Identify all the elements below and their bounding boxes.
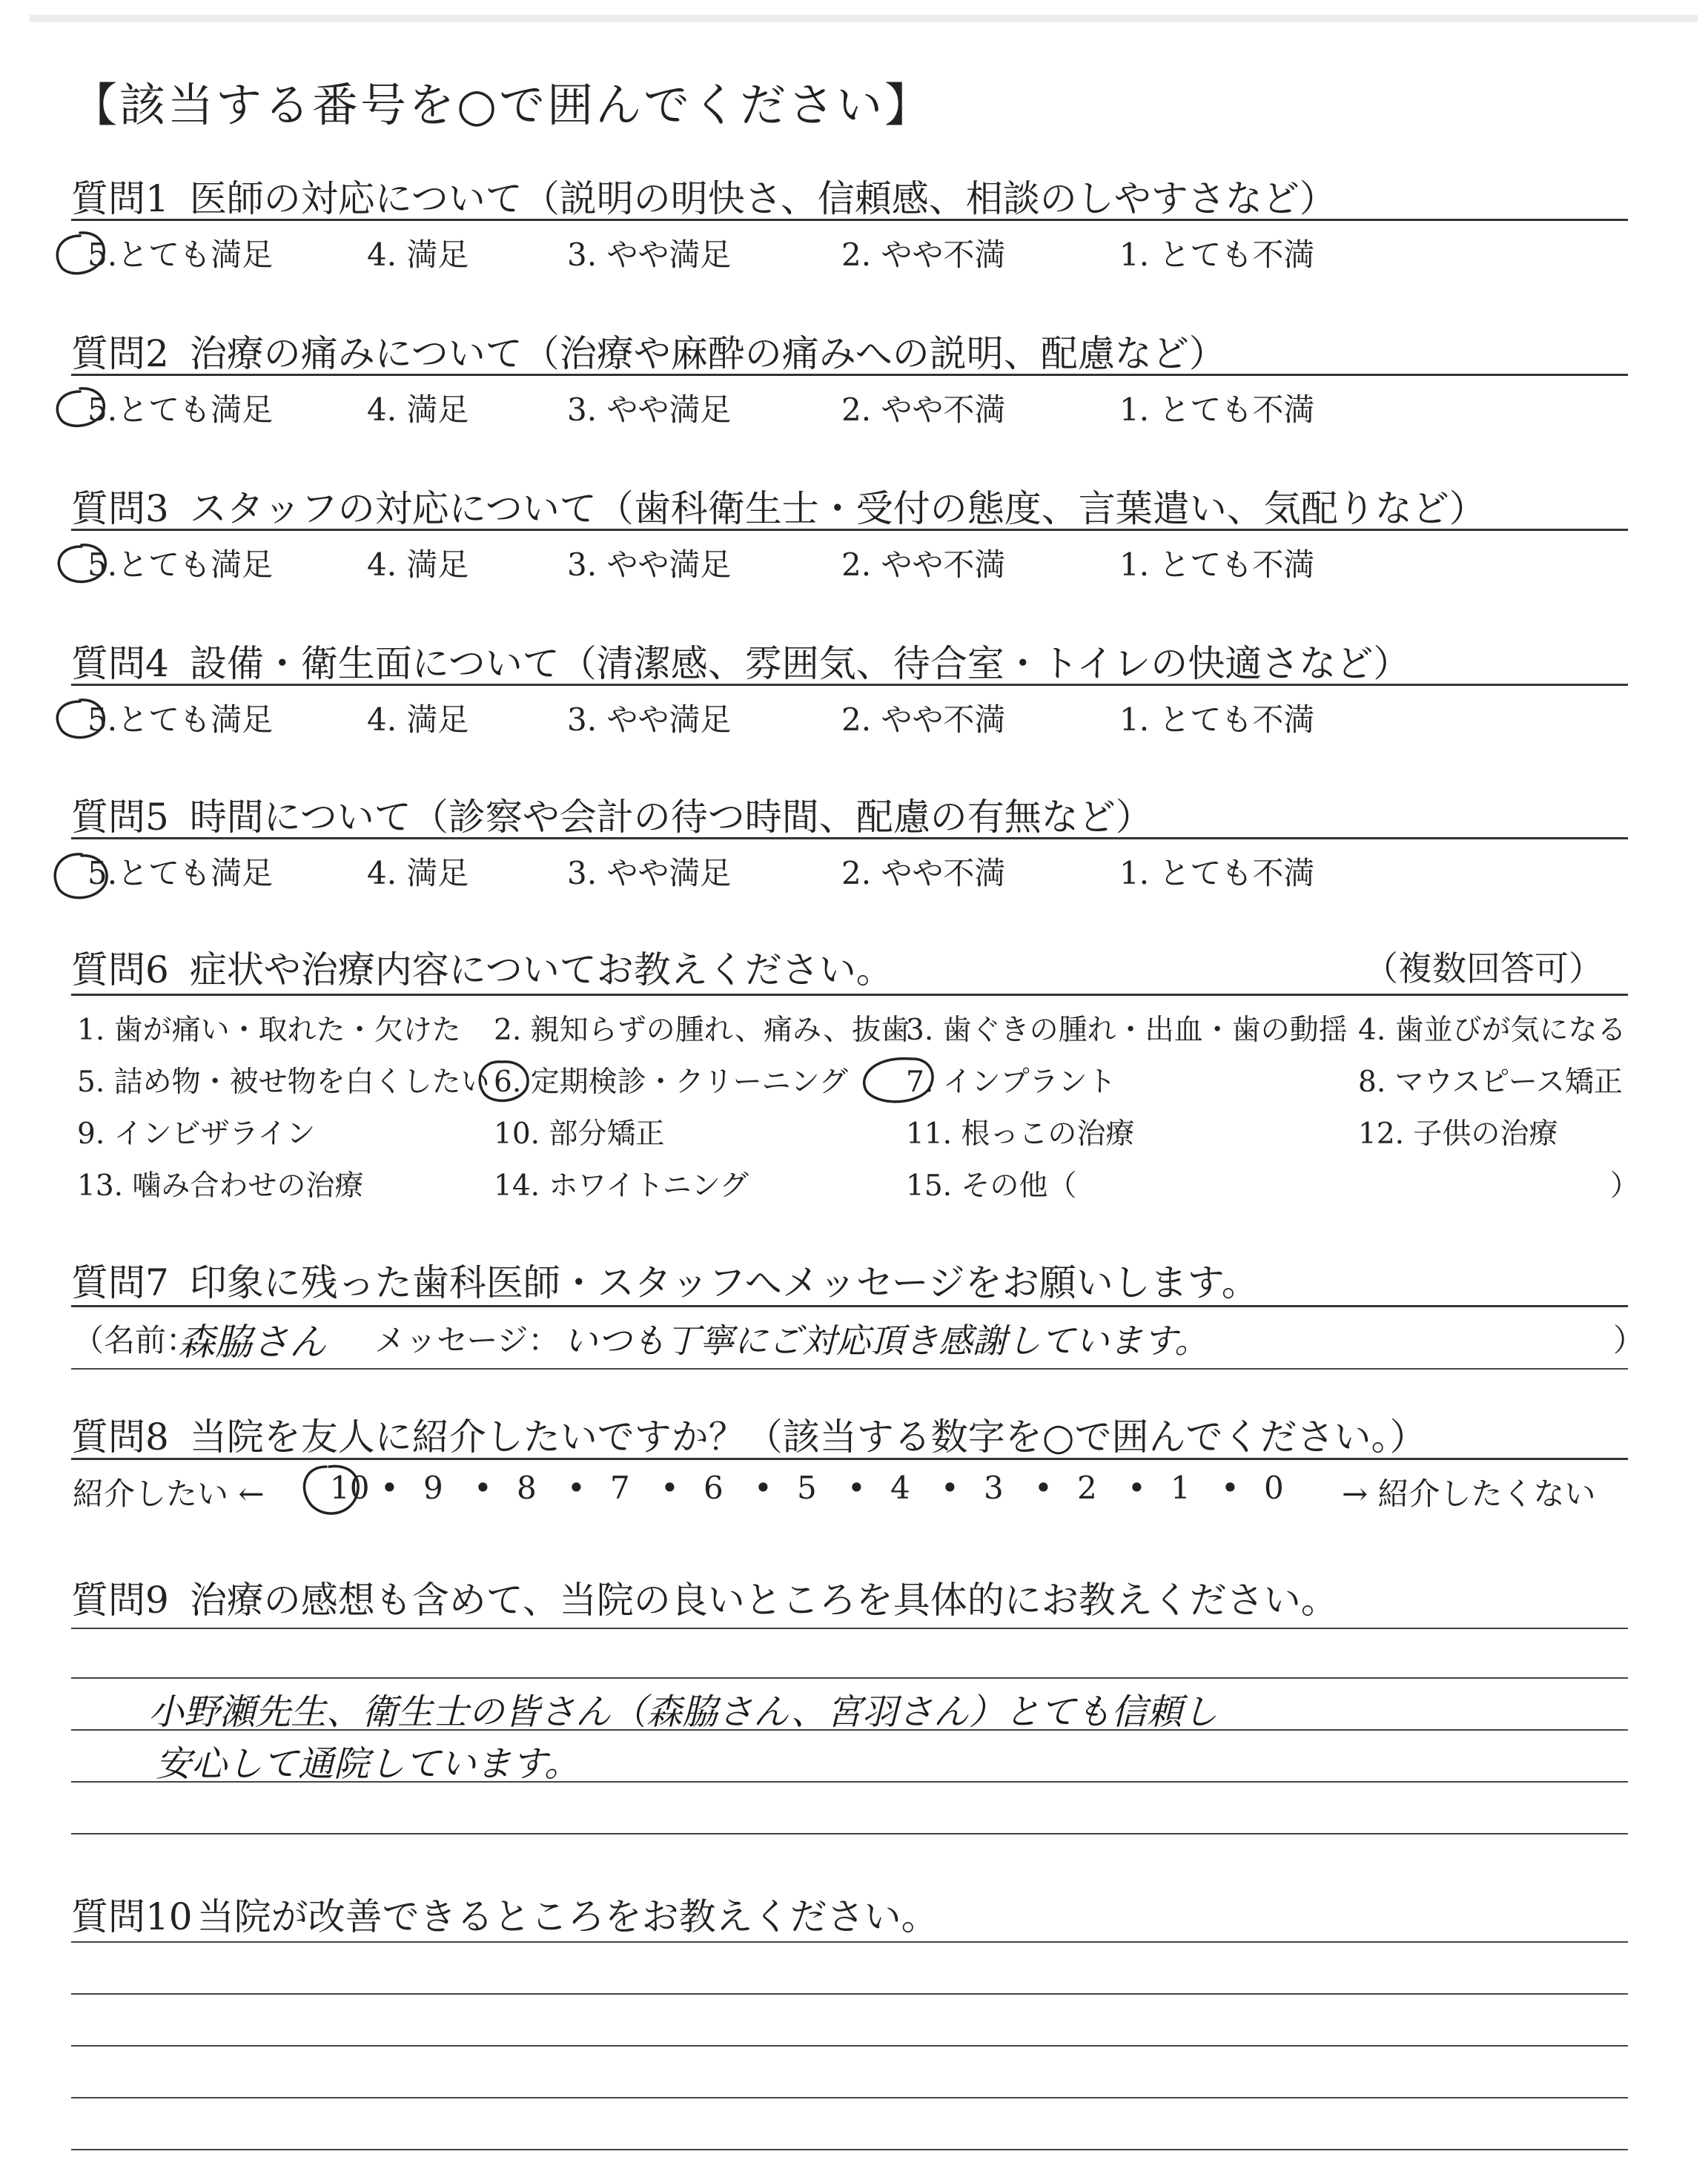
handwritten-message: いつも丁寧にご対応頂き感謝しています。 [563, 1321, 1209, 1361]
question-text: 当院が改善できるところをお教えください。 [196, 1895, 939, 1938]
rating-option[interactable]: 1. とても不満 [1119, 546, 1315, 583]
rating-option[interactable]: 2. やや不満 [841, 546, 1006, 583]
circle-mark-q5 [55, 854, 107, 898]
rating-option[interactable]: 4. 満足 [367, 237, 469, 273]
message-label: メッセージ： [374, 1322, 560, 1358]
recommend-score[interactable]: 2 [1077, 1470, 1097, 1506]
scale-separator: • [1221, 1470, 1239, 1506]
scale-separator: • [661, 1470, 679, 1506]
symptom-option[interactable]: 14. ホワイトニング [494, 1169, 749, 1203]
handwritten-answer-line-1: 小野瀬先生、衛生士の皆さん（森脇さん、宮羽さん）とても信頼し [148, 1691, 1218, 1733]
recommend-left-label: 紹介したい ← [73, 1476, 265, 1512]
handwritten-name: 森脇さん [178, 1321, 326, 1364]
rating-option[interactable]: 4. 満足 [367, 546, 469, 583]
recommend-score[interactable]: 3 [984, 1470, 1004, 1506]
page-heading: 【該当する番号を○で囲んでください】 [71, 78, 933, 132]
handwritten-answer-line-2: 安心して通院しています。 [156, 1743, 580, 1785]
question-text: スタッフの対応について（歯科衛生士・受付の態度、言葉遣い、気配りなど） [189, 487, 1486, 530]
circle-mark-q6-option-7 [864, 1059, 933, 1102]
question-number: 質問9 [71, 1579, 169, 1622]
question-text: 時間について（診察や会計の待つ時間、配慮の有無など） [189, 796, 1153, 839]
question-number: 質問3 [71, 487, 169, 530]
recommend-score[interactable]: 9 [423, 1470, 443, 1506]
symptom-option[interactable]: 15. その他（ [906, 1169, 1077, 1203]
question-number: 質問10 [71, 1895, 193, 1938]
rating-option[interactable]: 3. やや満足 [567, 392, 732, 428]
rating-option[interactable]: 3. やや満足 [567, 546, 732, 583]
question-text: 設備・衛生面について（清潔感、雰囲気、待合室・トイレの快適さなど） [189, 642, 1411, 685]
rating-option[interactable]: 5.とても満足 [87, 546, 274, 583]
rating-option[interactable]: 2. やや不満 [841, 701, 1006, 738]
rating-option[interactable]: 1. とても不満 [1119, 392, 1315, 428]
symptom-option[interactable]: 13. 噛み合わせの治療 [77, 1169, 364, 1203]
symptom-option[interactable]: 5. 詰め物・被せ物を白くしたい [77, 1066, 490, 1099]
recommend-score[interactable]: 7 [610, 1470, 630, 1506]
scale-separator: • [1034, 1470, 1053, 1506]
circle-mark-q8-10 [304, 1466, 358, 1513]
rating-option[interactable]: 3. やや満足 [567, 855, 732, 891]
rating-option[interactable]: 3. やや満足 [567, 237, 732, 273]
scale-separator: • [754, 1470, 772, 1506]
question-number: 質問4 [71, 642, 169, 685]
question-number: 質問7 [71, 1261, 169, 1304]
question-number: 質問8 [71, 1416, 169, 1459]
question-number: 質問1 [71, 177, 169, 220]
circle-mark-q4 [57, 700, 104, 738]
question-text: 治療の痛みについて（治療や麻酔の痛みへの説明、配慮など） [189, 332, 1226, 375]
scale-separator: • [847, 1470, 866, 1506]
multiple-answers-note: （複数回答可） [1364, 948, 1603, 988]
rating-option[interactable]: 4. 満足 [367, 855, 469, 891]
scale-separator: • [941, 1470, 959, 1506]
question-number: 質問5 [71, 796, 169, 839]
question-text: 治療の感想も含めて、当院の良いところを具体的にお教えください。 [189, 1579, 1338, 1622]
rating-option[interactable]: 1. とても不満 [1119, 701, 1315, 738]
recommend-score[interactable]: 1 [1171, 1470, 1191, 1506]
rating-option[interactable]: 4. 満足 [367, 392, 469, 428]
symptom-option[interactable]: 9. インビザライン [77, 1117, 316, 1151]
circle-mark-q3 [59, 545, 105, 582]
recommend-right-label: → 紹介したくない [1342, 1476, 1596, 1512]
rating-option[interactable]: 5.とても満足 [87, 855, 274, 891]
rating-option[interactable]: 5.とても満足 [87, 237, 274, 273]
rating-option[interactable]: 5.とても満足 [87, 392, 274, 428]
rating-option[interactable]: 2. やや不満 [841, 237, 1006, 273]
recommend-score[interactable]: 10 [330, 1470, 370, 1506]
symptom-option[interactable]: 3. 歯ぐきの腫れ・出血・歯の動揺 [906, 1014, 1348, 1047]
rating-option[interactable]: 1. とても不満 [1119, 237, 1315, 273]
scale-separator: • [1128, 1470, 1146, 1506]
rating-option[interactable]: 1. とても不満 [1119, 855, 1315, 891]
rating-option[interactable]: 2. やや不満 [841, 855, 1006, 891]
name-label: （名前： [73, 1322, 198, 1358]
symptom-option[interactable]: 4. 歯並びが気になる [1358, 1014, 1626, 1047]
scale-separator: • [474, 1470, 492, 1506]
rating-option[interactable]: 5.とても満足 [87, 701, 274, 738]
symptom-option[interactable]: 11. 根っこの治療 [906, 1117, 1135, 1151]
symptom-option[interactable]: 2. 親知らずの腫れ、痛み、抜歯 [494, 1014, 910, 1047]
question-text: 医師の対応について（説明の明快さ、信頼感、相談のしやすさなど） [189, 177, 1337, 220]
message-close-paren: ） [1613, 1322, 1645, 1358]
question-number: 質問6 [71, 948, 169, 991]
recommend-score[interactable]: 4 [890, 1470, 910, 1506]
rating-option[interactable]: 2. やや不満 [841, 392, 1006, 428]
question-text: 症状や治療内容についてお教えください。 [189, 948, 893, 991]
circle-mark-q2 [57, 389, 104, 426]
rating-option[interactable]: 3. やや満足 [567, 701, 732, 738]
recommend-score[interactable]: 6 [704, 1470, 724, 1506]
recommend-score[interactable]: 8 [517, 1470, 537, 1506]
question-text: 印象に残った歯科医師・スタッフへメッセージをお願いします。 [189, 1261, 1259, 1304]
circle-mark-q6-option-6 [480, 1062, 528, 1101]
symptom-option[interactable]: 8. マウスピース矯正 [1358, 1066, 1623, 1099]
question-number: 質問2 [71, 332, 169, 375]
question-text: 当院を友人に紹介したいですか？（該当する数字を○で囲んでください。） [189, 1416, 1427, 1459]
recommend-score[interactable]: 5 [797, 1470, 817, 1506]
symptom-option[interactable]: 12. 子供の治療 [1358, 1117, 1558, 1151]
symptom-option[interactable]: 10. 部分矯正 [494, 1117, 665, 1151]
circle-mark-q1 [57, 233, 104, 274]
recommend-score[interactable]: 0 [1264, 1470, 1284, 1506]
scale-separator: • [567, 1470, 586, 1506]
scale-separator: • [380, 1470, 399, 1506]
symptom-option[interactable]: 1. 歯が痛い・取れた・欠けた [77, 1014, 461, 1047]
rating-option[interactable]: 4. 満足 [367, 701, 469, 738]
symptom-option[interactable]: 7. インプラント [906, 1066, 1116, 1099]
other-close-paren: ） [1610, 1169, 1640, 1203]
symptom-option[interactable]: 6. 定期検診・クリーニング [494, 1066, 848, 1099]
